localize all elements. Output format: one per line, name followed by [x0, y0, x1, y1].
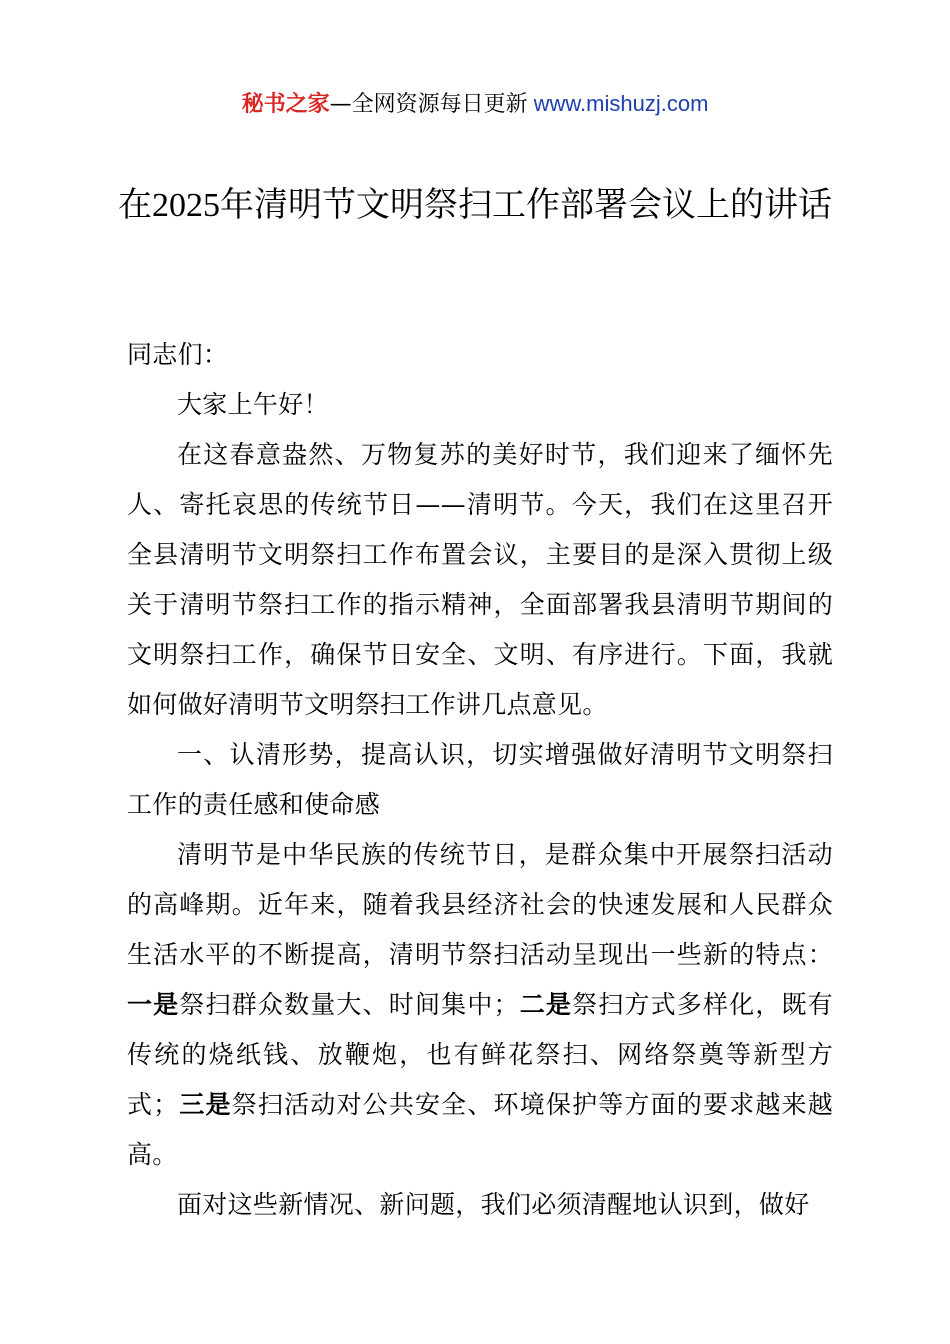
point-2-label: 二是 — [518, 990, 573, 1019]
section-heading-1: 一、认清形势，提高认识，切实增强做好清明节文明祭扫工作的责任感和使命感 — [127, 740, 833, 819]
document-body — [127, 330, 833, 1230]
title-year: 2025 — [152, 187, 220, 224]
title-rest: 年清明节文明祭扫工作部署会议上的讲话 — [220, 185, 832, 225]
paragraph-lead: 清明节是中华民族的传统节日，是群众集中开展祭扫活动的高峰期。近年来，随着我县经济社会的快速发展和人民群众生活水平的不断提高，清明节祭扫活动呈现出一些新的特点： — [127, 840, 833, 969]
section-1-paragraph-1 — [127, 830, 833, 1180]
site-url-link[interactable]: www.mishuzj.com — [533, 91, 709, 116]
point-3-label: 三是 — [178, 1090, 232, 1119]
header-tagline: —全网资源每日更新 — [329, 92, 528, 117]
title-prefix: 在 — [118, 185, 152, 225]
point-3-text: 祭扫活动对公共安全、环境保护等方面的要求越来越高。 — [127, 1090, 833, 1169]
greeting: 大家上午好！ — [177, 390, 329, 419]
point-2-text: 祭扫方式多样化，既有传统的烧纸钱、放鞭炮，也有鲜花祭扫、网络祭奠等新型方式； — [127, 990, 833, 1119]
section-1-paragraph-2: 面对这些新情况、新问题，我们必须清醒地认识到，做好 — [177, 1190, 810, 1219]
site-header-banner — [0, 88, 950, 121]
brand-name: 秘书之家 — [241, 92, 330, 117]
point-1-text: 祭扫群众数量大、时间集中； — [179, 990, 519, 1019]
point-1-label: 一是 — [127, 990, 180, 1019]
salutation: 同志们： — [127, 340, 229, 369]
intro-paragraph: 在这春意盎然、万物复苏的美好时节，我们迎来了缅怀先人、寄托哀思的传统节日——清明节。今天，我们在这里召开全县清明节文明祭扫工作布置会议，主要目的是深入贯彻上级关于清明节祭扫工作的指示精神，全面部署我县清明节期间的文明祭扫工作，确保节日安全、文明、有序进行。下面，我就如何做好清明节文明祭扫工作讲几点意见。 — [127, 440, 833, 719]
document-title — [100, 180, 850, 231]
